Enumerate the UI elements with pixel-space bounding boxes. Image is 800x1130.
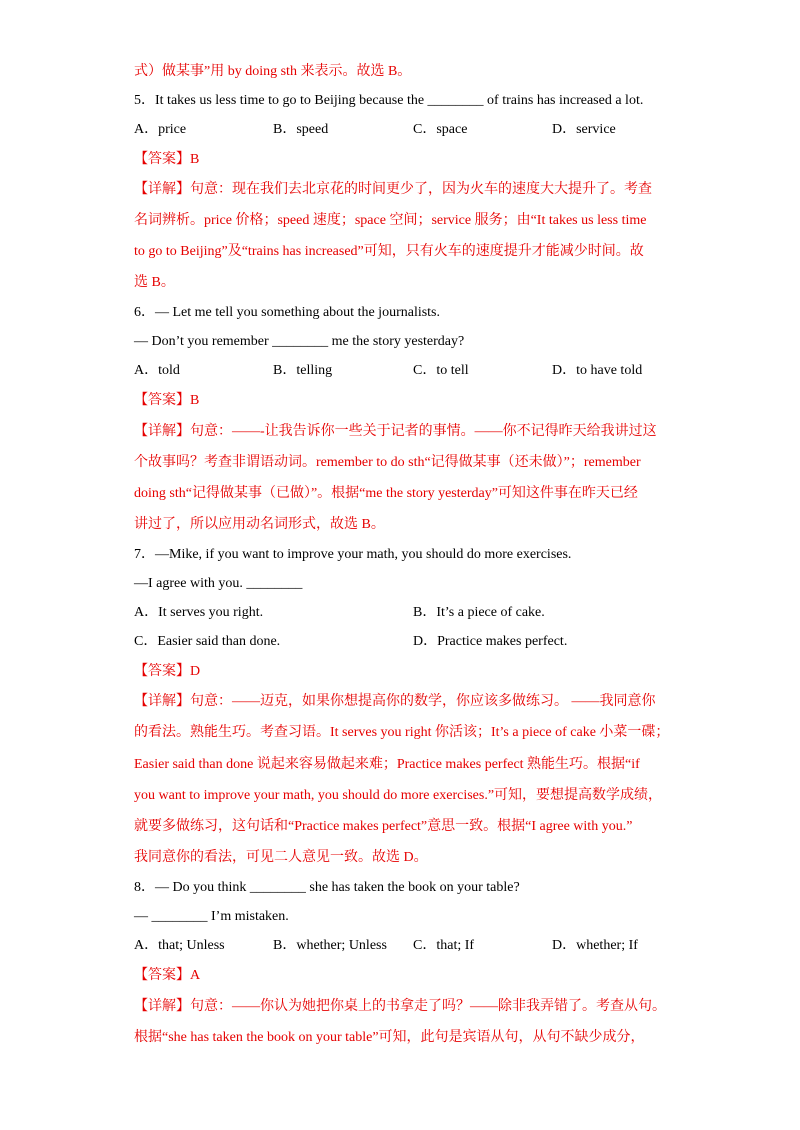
q7-explanation-line: Easier said than done 说起来容易做起来难；Practice makes perfect 熟能生巧。根据“if <box>134 757 640 772</box>
q5-explanation-line: 【详解】句意：现在我们去北京花的时间更少了，因为火车的速度大大提升了。考查 <box>134 182 652 197</box>
q7-option-c: C．Easier said than done. <box>134 634 281 649</box>
q7-option-d: D．Practice makes perfect. <box>413 634 568 649</box>
q5-explanation-line: 名词辨析。price 价格；speed 速度；space 空间；service 服务；由“It takes us less time <box>134 213 647 228</box>
q6-explanation-line: doing sth“记得做某事（已做）”。根据“me the story yesterday”可知这件事在昨天已经 <box>134 486 638 501</box>
q8-option-d: D．whether; If <box>552 938 638 953</box>
q8-answer: 【答案】A <box>134 968 201 983</box>
q7-option-b: B．It’s a piece of cake. <box>413 605 545 620</box>
q6-explanation-line: 【详解】句意：——-让我告诉你一些关于记者的事情。——你不记得昨天给我讲过这 <box>134 424 657 439</box>
q5-option-c: C．space <box>413 122 468 137</box>
q7-explanation-line: 的看法。熟能生巧。考查习语。It serves you right 你活该；It’s a piece of cake 小菜一碟； <box>134 725 670 740</box>
question-5-stem: 5．It takes us less time to go to Beijing because the ________ of trains has increased a lot. <box>134 93 644 108</box>
q6-option-a: A．told <box>134 363 180 378</box>
q7-explanation-line: 我同意你的看法，可见二人意见一致。故选 D。 <box>134 850 428 865</box>
q5-option-b: B．speed <box>273 122 329 137</box>
q8-explanation-line: 【详解】句意：——你认为她把你桌上的书拿走了吗？——除非我弄错了。考查从句。 <box>134 999 666 1014</box>
q6-option-d: D．to have told <box>552 363 643 378</box>
q7-explanation-line: you want to improve your math, you should do more exercises.”可知，要想提高数学成绩， <box>134 788 663 803</box>
q8-option-a: A．that; Unless <box>134 938 225 953</box>
question-7-stem: 7．—Mike, if you want to improve your math, you should do more exercises. <box>134 547 572 562</box>
q8-option-b: B．whether; Unless <box>273 938 387 953</box>
q6-explanation-line: 讲过了，所以应用动名词形式，故选 B。 <box>134 517 385 532</box>
q8-explanation-line: 根据“she has taken the book on your table”可知，此句是宾语从句，从句不缺少成分， <box>134 1030 645 1045</box>
question-8-stem: 8．— Do you think ________ she has taken the book on your table? <box>134 880 520 895</box>
question-6-stem-line2: — Don’t you remember ________ me the story yesterday? <box>134 334 465 349</box>
question-6-stem: 6．— Let me tell you something about the journalists. <box>134 305 441 320</box>
q6-option-c: C．to tell <box>413 363 469 378</box>
q7-option-a: A．It serves you right. <box>134 605 264 620</box>
q7-answer: 【答案】D <box>134 664 201 679</box>
q6-answer: 【答案】B <box>134 393 200 408</box>
question-8-stem-line2: — ________ I’m mistaken. <box>134 909 289 924</box>
q5-answer: 【答案】B <box>134 152 200 167</box>
q5-option-a: A．price <box>134 122 187 137</box>
q7-explanation-line: 就要多做练习，这句话和“Practice makes perfect”意思一致。根据“I agree with you.” <box>134 819 633 834</box>
q5-explanation-line: 选 B。 <box>134 275 175 290</box>
q8-option-c: C．that; If <box>413 938 475 953</box>
question-7-stem-line2: —I agree with you. ________ <box>134 576 303 591</box>
q6-explanation-line: 个故事吗？考查非谓语动词。remember to do sth“记得做某事（还未做）”；remember <box>134 455 641 470</box>
q5-option-d: D．service <box>552 122 616 137</box>
q7-explanation-line: 【详解】句意：——迈克，如果你想提高你的数学，你应该多做练习。 ——我同意你 <box>134 694 656 709</box>
explanation-line: 式）做某事”用 by doing sth 来表示。故选 B。 <box>134 64 412 79</box>
q5-explanation-line: to go to Beijing”及“trains has increased”可知，只有火车的速度提升才能减少时间。故 <box>134 244 644 259</box>
q6-option-b: B．telling <box>273 363 333 378</box>
